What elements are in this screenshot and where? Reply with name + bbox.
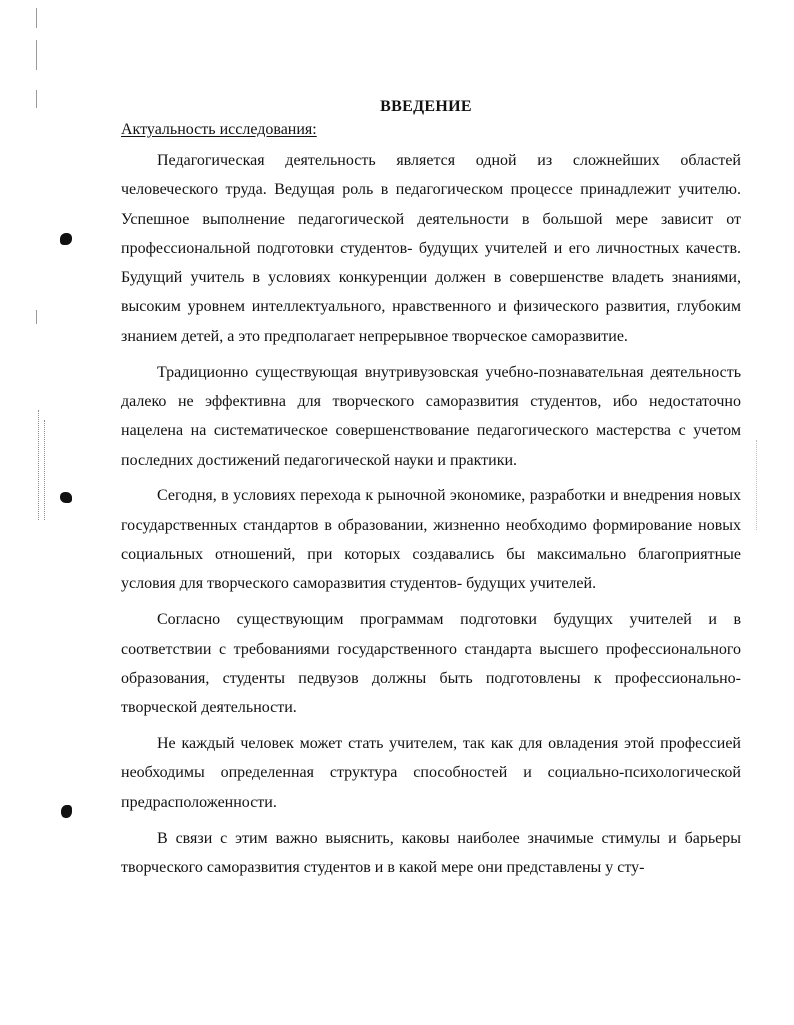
section-heading: Актуальность исследования:: [121, 121, 317, 138]
scan-speckle: [44, 420, 45, 520]
paragraph: Сегодня, в условиях перехода к рыночной экономике, разработки и внедрения новых государственных стандартов в образовании, жизненно необходимо формирование новых социальных отношений, при которых создавались бы максимально благоприятные условия для творческого саморазвития студентов- будущих учителей.: [121, 487, 741, 593]
scan-margin-line: [36, 40, 37, 70]
paragraph: Традиционно существующая внутривузовская учебно-познавательная деятельность далеко не эффективна для творческого саморазвития студентов, ибо недостаточно нацелена на систематическое совершенствование педагогического мастерства с учетом последних достижений педагогической науки и практики.: [121, 363, 741, 469]
paragraph: Педагогическая деятельность является одной из сложнейших областей человеческого труда. Ведущая роль в педагогическом процессе принадлежит учителю. Успешное выполнение педагогической деятельности в большой мере зависит от профессиональной подготовки студентов- будущих учителей и его личностных качеств. Будущий учитель в условиях конкуренции должен в совершенстве владеть знаниями, высоким уровнем интеллектуального, нравственного и физического развития, глубоким знанием детей, а это предполагает непрерывное творческое саморазвитие.: [121, 152, 741, 345]
punch-hole-mark: [61, 805, 72, 818]
paragraph: Согласно существующим программам подготовки будущих учителей и в соответствии с требованиями государственного стандарта высшего профессионального образования, студенты педвузов должны быть подготовлены к профессионально-творческой деятельности.: [121, 611, 741, 717]
body-text: [121, 146, 741, 889]
paragraph: Не каждый человек может стать учителем, так как для овладения этой профессией необходимы определенная структура способностей и социально-психологической предрасположенности.: [121, 735, 741, 811]
scan-speckle: [38, 410, 39, 520]
scan-margin-line: [36, 8, 37, 28]
document-title: ВВЕДЕНИЕ: [380, 98, 472, 115]
paragraph: В связи с этим важно выяснить, каковы наиболее значимые стимулы и барьеры творческого саморазвития студентов и в какой мере они представлены у сту-: [121, 829, 741, 876]
scan-margin-line: [36, 310, 37, 324]
punch-hole-mark: [60, 233, 72, 245]
scan-speckle: [756, 440, 757, 530]
punch-hole-mark: [60, 492, 72, 503]
